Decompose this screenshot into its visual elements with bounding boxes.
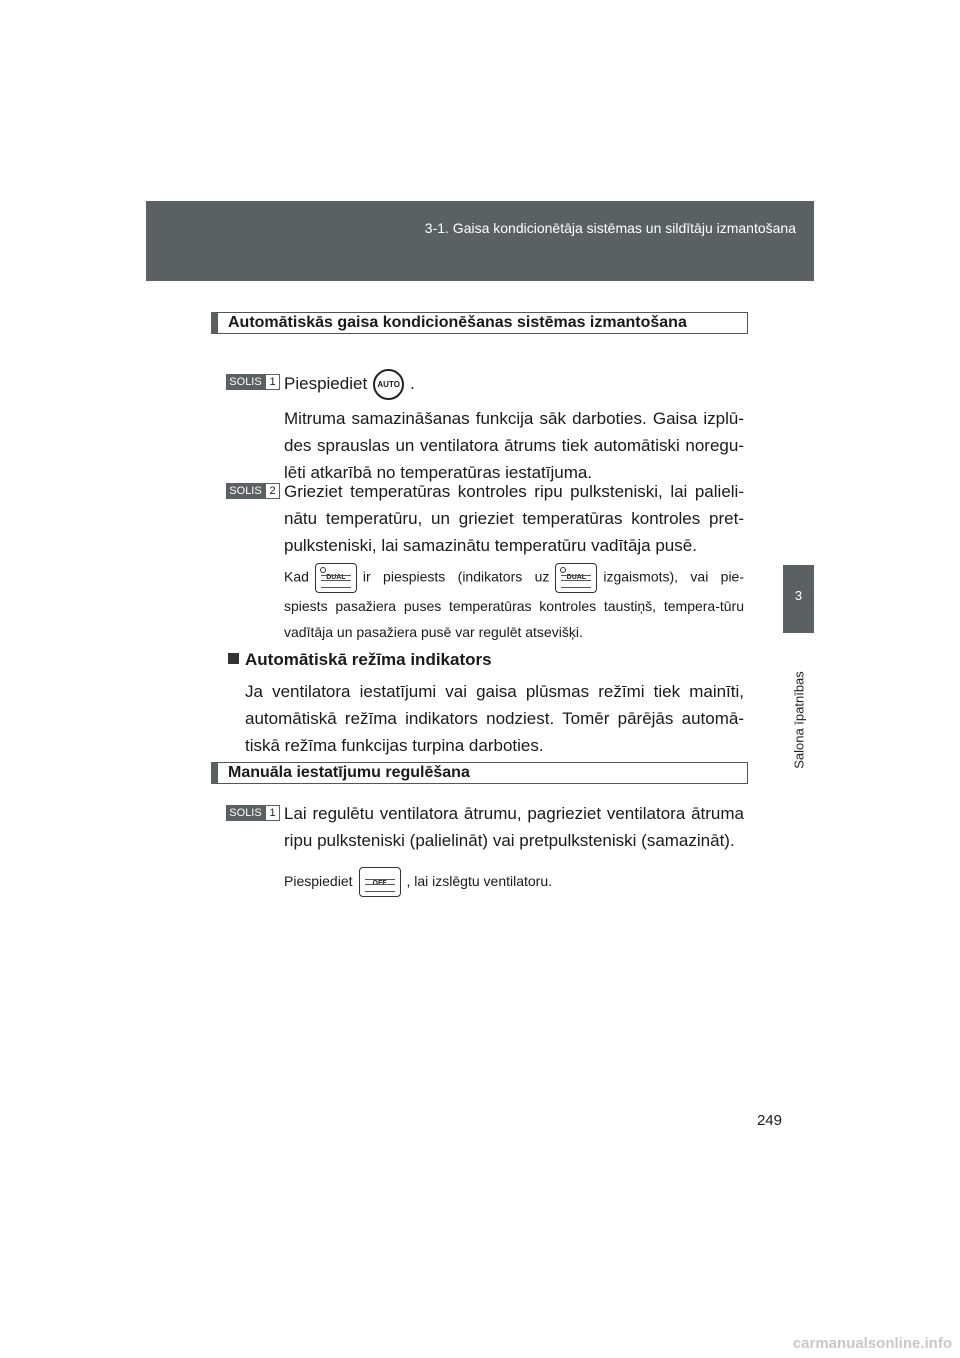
- step-badge-number: 1: [265, 374, 280, 390]
- step-text-before: Piespiediet: [284, 373, 368, 393]
- square-bullet-icon: [228, 653, 239, 664]
- step-badge-label: SOLIS: [226, 374, 265, 390]
- page-number: 249: [756, 1112, 782, 1129]
- step-badge-label: SOLIS: [226, 483, 265, 499]
- note-text: izgaismots), vai pie-spiests pasažiera puses temperatūras kontroles taustiņš, tempera-tūru vadītāja un pasažiera pusē var regulēt atsevišķi.: [284, 568, 745, 640]
- step-instruction: [284, 369, 744, 400]
- step-badge-label: SOLIS: [226, 805, 265, 821]
- subsection-text: Ja ventilatora iestatījumi vai gaisa plūsmas režīmi tiek mainīti, automātiskā režīma indikators nodziest. Tomēr pārējās automā-tiskā režīma funkcijas turpina darboties.: [245, 682, 744, 755]
- dual-note: [284, 563, 744, 645]
- watermark: carmanualsonline.info: [792, 1335, 952, 1352]
- step-instruction: Lai regulētu ventilatora ātrumu, pagrieziet ventilatora ātruma ripu pulksteniski (palielināt) vai pretpulksteniski (samazināt).: [284, 804, 744, 850]
- chapter-number-tab: 3: [783, 565, 814, 633]
- step-instruction: Grieziet temperatūras kontroles ripu pulksteniski, lai palieli-nātu temperatūru, un grieziet temperatūras kontroles pret-pulksteniski, lai samazinātu temperatūru vadītāja pusē.: [284, 482, 744, 555]
- auto-button-icon: AUTO: [373, 369, 404, 400]
- step-badge: [226, 805, 280, 821]
- dual-button-icon: DUAL: [555, 563, 597, 593]
- chapter-breadcrumb: 3-1. Gaisa kondicionētāja sistēmas un sildītāju izmantošana: [424, 220, 796, 236]
- note-text: Piespiediet: [284, 873, 353, 889]
- note-text: Kad: [284, 568, 309, 585]
- step-badge: [226, 483, 280, 499]
- step-badge: [226, 374, 280, 390]
- step-description: Mitruma samazināšanas funkcija sāk darboties. Gaisa izplū-des sprauslas un ventilatora ātrums tiek automātiski noregu-lēti atkarībā no temperatūras iestatījuma.: [284, 409, 744, 482]
- chapter-side-label: Salona īpatnības: [791, 671, 807, 769]
- note-text: , lai izslēgtu ventilatoru.: [406, 873, 553, 889]
- subsection-title: Automātiskā režīma indikators: [228, 650, 492, 670]
- off-button-icon: OFF: [359, 867, 401, 897]
- off-note: [284, 866, 744, 897]
- note-text: ir piespiests (indikators uz: [362, 568, 550, 585]
- step-text-after: .: [410, 373, 415, 393]
- step-badge-number: 1: [265, 805, 280, 821]
- section-title-manual: Manuāla iestatījumu regulēšana: [211, 762, 748, 784]
- dual-button-icon: DUAL: [315, 563, 357, 593]
- chapter-header-band: [146, 201, 814, 281]
- section-title-automatic: Automātiskās gaisa kondicionēšanas sistēmas izmantošana: [211, 312, 748, 334]
- step-badge-number: 2: [265, 483, 280, 499]
